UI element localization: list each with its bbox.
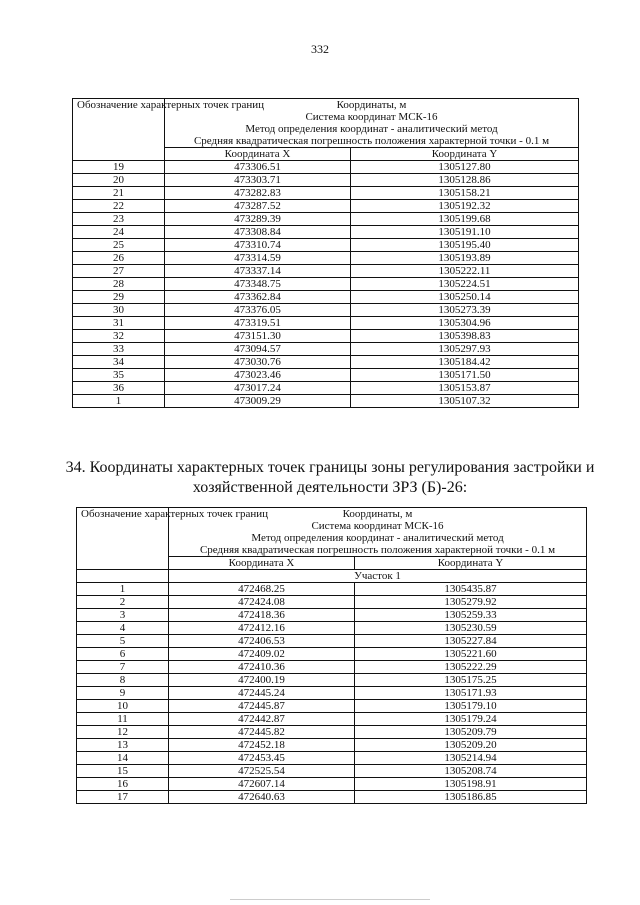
table-row	[73, 356, 579, 369]
coordinate-y-cell: 1305222.29	[355, 661, 587, 674]
point-number-cell: 4	[77, 622, 169, 635]
coordinates-header-line: Система координат МСК-16	[305, 111, 438, 123]
coordinate-x-cell: 472409.02	[169, 648, 355, 661]
coordinate-x-cell: 473023.46	[165, 369, 351, 382]
point-number-cell: 12	[77, 726, 169, 739]
point-number-cell: 11	[77, 713, 169, 726]
coordinate-y-cell: 1305199.68	[351, 213, 579, 226]
coordinate-x-cell: 473337.14	[165, 265, 351, 278]
table-row	[73, 200, 579, 213]
table-row	[77, 752, 587, 765]
coordinate-x-cell: 472424.08	[169, 596, 355, 609]
table-row	[77, 648, 587, 661]
coordinate-x-cell: 472525.54	[169, 765, 355, 778]
coordinates-table-2-body	[77, 508, 587, 804]
point-label-header: Обозначение характерных точек границ	[73, 99, 165, 161]
coordinates-table-1-body	[73, 99, 579, 408]
coordinate-x-cell: 473308.84	[165, 226, 351, 239]
coordinate-x-cell: 473348.75	[165, 278, 351, 291]
coordinate-x-cell: 472607.14	[169, 778, 355, 791]
coordinate-y-cell: 1305193.89	[351, 252, 579, 265]
coordinate-x-cell: 473319.51	[165, 317, 351, 330]
coordinate-y-cell: 1305259.33	[355, 609, 587, 622]
table-row	[73, 330, 579, 343]
coordinate-x-cell: 473094.57	[165, 343, 351, 356]
coordinate-y-cell: 1305209.79	[355, 726, 587, 739]
coordinate-x-cell: 473009.29	[165, 395, 351, 408]
table-header-row	[77, 508, 587, 557]
coordinate-y-cell: 1305153.87	[351, 382, 579, 395]
coordinate-x-cell: 472445.87	[169, 700, 355, 713]
coordinate-y-cell: 1305158.21	[351, 187, 579, 200]
table-row	[77, 726, 587, 739]
point-number-cell: 29	[73, 291, 165, 304]
table-row	[73, 239, 579, 252]
coordinate-y-cell: 1305128.86	[351, 174, 579, 187]
coordinate-x-cell: 473306.51	[165, 161, 351, 174]
coordinate-x-cell: 473017.24	[165, 382, 351, 395]
coordinate-y-cell: 1305224.51	[351, 278, 579, 291]
coordinate-y-cell: 1305208.74	[355, 765, 587, 778]
coordinates-table-1	[72, 98, 579, 408]
table-row	[77, 739, 587, 752]
coordinate-y-cell: 1305184.42	[351, 356, 579, 369]
coordinate-y-cell: 1305179.10	[355, 700, 587, 713]
coordinate-x-cell: 472442.87	[169, 713, 355, 726]
table-row	[77, 791, 587, 804]
coordinate-x-cell: 472453.45	[169, 752, 355, 765]
coordinates-header-line: Система координат МСК-16	[311, 520, 444, 532]
table-row	[73, 382, 579, 395]
table-row	[77, 635, 587, 648]
coordinate-y-cell: 1305198.91	[355, 778, 587, 791]
table-row	[77, 583, 587, 596]
table-row	[73, 343, 579, 356]
coordinate-x-cell: 473314.59	[165, 252, 351, 265]
coordinate-x-cell: 472418.36	[169, 609, 355, 622]
point-number-cell: 36	[73, 382, 165, 395]
coordinate-y-cell: 1305250.14	[351, 291, 579, 304]
table-row	[73, 161, 579, 174]
coordinate-x-cell: 473303.71	[165, 174, 351, 187]
column-header-x: Координата X	[169, 557, 355, 570]
coordinate-x-cell: 472445.82	[169, 726, 355, 739]
coordinate-y-cell: 1305191.10	[351, 226, 579, 239]
coordinate-y-cell: 1305107.32	[351, 395, 579, 408]
point-number-cell: 21	[73, 187, 165, 200]
table-row	[77, 700, 587, 713]
table-header-row	[73, 99, 579, 148]
coordinate-x-cell: 472400.19	[169, 674, 355, 687]
coordinate-y-cell: 1305227.84	[355, 635, 587, 648]
page-number: 332	[311, 42, 329, 56]
table-row	[73, 187, 579, 200]
point-number-cell: 7	[77, 661, 169, 674]
coordinates-table-2	[76, 507, 587, 804]
coordinate-x-cell: 472452.18	[169, 739, 355, 752]
table-row	[73, 291, 579, 304]
point-number-cell: 15	[77, 765, 169, 778]
point-number-cell: 9	[77, 687, 169, 700]
column-header-x: Координата X	[165, 148, 351, 161]
coordinate-y-cell: 1305273.39	[351, 304, 579, 317]
coordinate-y-cell: 1305175.25	[355, 674, 587, 687]
coordinate-y-cell: 1305179.24	[355, 713, 587, 726]
coordinate-x-cell: 473376.05	[165, 304, 351, 317]
table-row	[73, 174, 579, 187]
table-row	[73, 226, 579, 239]
table-row	[73, 278, 579, 291]
coordinate-x-cell: 473287.52	[165, 200, 351, 213]
table-row	[77, 778, 587, 791]
table-row	[73, 265, 579, 278]
table-row	[73, 252, 579, 265]
coordinate-y-cell: 1305297.93	[351, 343, 579, 356]
point-number-cell: 14	[77, 752, 169, 765]
coordinates-header-line: Метод определения координат - аналитический метод	[245, 123, 498, 135]
coordinates-header-line: Метод определения координат - аналитический метод	[251, 532, 504, 544]
point-number-cell: 32	[73, 330, 165, 343]
point-number-cell: 30	[73, 304, 165, 317]
coordinates-header-line: Координаты, м	[336, 99, 407, 111]
coordinate-y-cell: 1305186.85	[355, 791, 587, 804]
point-number-cell: 1	[73, 395, 165, 408]
coordinate-y-cell: 1305171.50	[351, 369, 579, 382]
coordinate-y-cell: 1305127.80	[351, 161, 579, 174]
table-row	[77, 674, 587, 687]
point-number-cell: 22	[73, 200, 165, 213]
point-number-cell: 20	[73, 174, 165, 187]
coordinate-y-cell: 1305230.59	[355, 622, 587, 635]
coordinate-y-cell: 1305279.92	[355, 596, 587, 609]
scan-edge-mark	[230, 899, 430, 900]
table-row	[77, 609, 587, 622]
coordinates-header-line: Средняя квадратическая погрешность положения характерной точки - 0.1 м	[193, 135, 550, 147]
coordinate-x-cell: 472406.53	[169, 635, 355, 648]
coordinate-x-cell: 473289.39	[165, 213, 351, 226]
table-row	[77, 622, 587, 635]
column-header-y: Координата Y	[355, 557, 587, 570]
section-label: Участок 1	[169, 570, 587, 583]
point-number-cell: 5	[77, 635, 169, 648]
table-row	[77, 661, 587, 674]
point-number-cell: 23	[73, 213, 165, 226]
coordinate-x-cell: 473362.84	[165, 291, 351, 304]
point-number-cell: 31	[73, 317, 165, 330]
table-row	[73, 369, 579, 382]
coordinate-x-cell: 472445.24	[169, 687, 355, 700]
coordinates-header-line: Средняя квадратическая погрешность положения характерной точки - 0.1 м	[199, 544, 556, 556]
point-number-cell: 17	[77, 791, 169, 804]
coordinate-y-cell: 1305195.40	[351, 239, 579, 252]
point-number-cell: 34	[73, 356, 165, 369]
coordinate-x-cell: 472412.16	[169, 622, 355, 635]
point-number-cell: 27	[73, 265, 165, 278]
point-number-cell: 24	[73, 226, 165, 239]
point-number-cell: 28	[73, 278, 165, 291]
coordinate-y-cell: 1305435.87	[355, 583, 587, 596]
table-row	[73, 395, 579, 408]
coordinate-y-cell: 1305171.93	[355, 687, 587, 700]
point-number-cell: 1	[77, 583, 169, 596]
table-row	[73, 213, 579, 226]
coordinate-y-cell: 1305398.83	[351, 330, 579, 343]
point-number-cell: 6	[77, 648, 169, 661]
coordinate-x-cell: 472410.36	[169, 661, 355, 674]
point-number-cell: 2	[77, 596, 169, 609]
table-row	[77, 765, 587, 778]
section-row-empty	[77, 570, 169, 583]
column-header-y: Координата Y	[351, 148, 579, 161]
coordinate-y-cell: 1305222.11	[351, 265, 579, 278]
point-number-cell: 3	[77, 609, 169, 622]
coordinate-y-cell: 1305221.60	[355, 648, 587, 661]
coordinate-x-cell: 473282.83	[165, 187, 351, 200]
point-number-cell: 19	[73, 161, 165, 174]
coordinate-x-cell: 473310.74	[165, 239, 351, 252]
point-number-cell: 13	[77, 739, 169, 752]
section-row	[77, 570, 587, 583]
point-label-header: Обозначение характерных точек границ	[77, 508, 169, 570]
table-row	[77, 687, 587, 700]
coordinate-y-cell: 1305192.32	[351, 200, 579, 213]
table-row	[73, 317, 579, 330]
coordinate-x-cell: 473151.30	[165, 330, 351, 343]
table-row	[73, 304, 579, 317]
point-number-cell: 8	[77, 674, 169, 687]
point-number-cell: 25	[73, 239, 165, 252]
coordinate-y-cell: 1305214.94	[355, 752, 587, 765]
point-number-cell: 10	[77, 700, 169, 713]
table-row	[77, 713, 587, 726]
point-number-cell: 35	[73, 369, 165, 382]
table-row	[77, 596, 587, 609]
coordinate-y-cell: 1305209.20	[355, 739, 587, 752]
coordinate-x-cell: 472640.63	[169, 791, 355, 804]
point-number-cell: 33	[73, 343, 165, 356]
coordinate-y-cell: 1305304.96	[351, 317, 579, 330]
point-number-cell: 16	[77, 778, 169, 791]
point-number-cell: 26	[73, 252, 165, 265]
section-heading: 34. Координаты характерных точек границы зоны регулирования застройки и хозяйственной деятельности ЗРЗ (Б)-26:	[65, 459, 595, 496]
coordinate-x-cell: 473030.76	[165, 356, 351, 369]
coordinate-x-cell: 472468.25	[169, 583, 355, 596]
coordinates-header-line: Координаты, м	[342, 508, 413, 520]
